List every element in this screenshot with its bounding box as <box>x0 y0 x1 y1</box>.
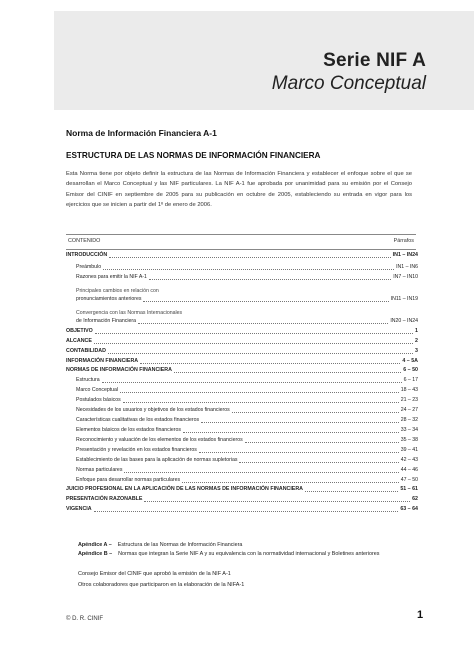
toc-row <box>66 348 418 355</box>
council-line-2: Otros colaboradores que participaron en la elaboración de la NIFA-1 <box>78 582 245 588</box>
toc-row-pages: 28 – 32 <box>400 417 418 423</box>
toc-row-pages: IN1 – IN6 <box>396 264 418 270</box>
toc-row-dots <box>201 422 399 423</box>
toc-row-dots <box>123 402 399 403</box>
toc-row-pages: IN11 – IN19 <box>390 296 418 302</box>
toc-row <box>76 427 418 434</box>
toc-row-dots <box>103 269 394 270</box>
toc-row-label: Postulados básicos <box>76 397 121 403</box>
toc-row-dots <box>144 501 410 502</box>
toc-row <box>66 367 418 374</box>
toc-row-extra: Principales cambios en relación con <box>76 288 159 294</box>
toc-row-label: VIGENCIA <box>66 506 92 512</box>
appendix-b-key: Apéndice B – <box>78 551 113 557</box>
toc-row-dots <box>239 462 398 463</box>
norma-title: Norma de Información Financiera A-1 <box>66 128 217 138</box>
toc-row <box>76 437 418 444</box>
toc-row-label: Marco Conceptual <box>76 387 119 393</box>
toc-parrafos-label: Párrafos <box>393 238 414 244</box>
toc-row <box>76 417 418 424</box>
appendix-a <box>78 542 242 548</box>
toc-row-pages: 51 – 61 <box>400 486 418 492</box>
toc-row-pages: 18 – 43 <box>400 387 418 393</box>
toc-row-dots <box>124 472 398 473</box>
toc-row-dots <box>199 452 399 453</box>
toc-row-label: Enfoque para desarrollar normas particulares <box>76 477 181 483</box>
toc-row-label: Establecimiento de las bases para la aplicación de normas supletorias <box>76 457 238 463</box>
toc-row <box>76 387 418 394</box>
toc-row <box>76 397 418 404</box>
footer-copyright: © D. R. CINIF <box>66 616 104 622</box>
toc-row-label: Presentación y revelación en los estados financieros <box>76 447 197 453</box>
toc-row-dots <box>182 482 399 483</box>
toc-row-label: JUICIO PROFESIONAL EN LA APLICACIÓN DE LAS NORMAS DE INFORMACIÓN FINANCIERA <box>66 486 303 492</box>
toc-row <box>76 288 418 303</box>
series-title: Serie NIF A <box>323 50 426 71</box>
toc-row-label: CONTABILIDAD <box>66 348 106 354</box>
toc-row-label: ALCANCE <box>66 338 92 344</box>
toc-row-pages: IN1 – IN24 <box>392 252 418 258</box>
toc-row-pages: 42 – 43 <box>400 457 418 463</box>
toc-row-dots <box>140 363 400 364</box>
toc-row-label: INTRODUCCIÓN <box>66 252 108 258</box>
toc-row-label: Preámbulo <box>76 264 102 270</box>
toc-row <box>76 274 418 281</box>
toc-row-dots <box>94 343 413 344</box>
toc-row-dots <box>174 372 401 373</box>
toc-row <box>76 407 418 414</box>
toc-row-label: Estructura <box>76 377 100 383</box>
toc-row-dots <box>94 511 399 512</box>
toc-row <box>76 477 418 484</box>
toc-row <box>76 457 418 464</box>
toc-row-label: Necesidades de los usuarios y objetivos de los estados financieros <box>76 407 230 413</box>
toc-row-pages: 33 – 34 <box>400 427 418 433</box>
toc-row-pages: 1 <box>415 328 418 334</box>
toc-row-dots <box>183 432 399 433</box>
toc-row-dots <box>102 382 402 383</box>
toc-row <box>66 358 418 365</box>
toc-row-label: NORMAS DE INFORMACIÓN FINANCIERA <box>66 367 172 373</box>
toc-row-label: Razones para emitir la NIF A-1 <box>76 274 147 280</box>
toc-row-pages: 3 <box>415 348 418 354</box>
toc-row-label: OBJETIVO <box>66 328 93 334</box>
toc-row-label: PRESENTACIÓN RAZONABLE <box>66 496 143 502</box>
series-subtitle: Marco Conceptual <box>271 73 426 94</box>
toc-row <box>66 338 418 345</box>
toc-row-dots <box>305 491 398 492</box>
toc-row-dots <box>232 412 399 413</box>
intro-paragraph: Esta Norma tiene por objeto definir la estructura de las Normas de Información Financiera y establecer el enfoque sobre el que se desarrollan el Marco Conceptual y las NIF particulares. La NIF A-1 fue aprobada por unanimidad para su emisión por el Consejo Emisor del CINIF en septiembre de 2005 para su publicación en octubre de 2005, estableciendo su entrada en vigor para los ejercicios que se inicien a partir del 1º de enero de 2006. <box>66 171 412 209</box>
toc-row-dots <box>149 279 391 280</box>
toc-row <box>66 496 418 503</box>
toc-row-label: Elementos básicos de los estados financieros <box>76 427 181 433</box>
toc-row <box>76 377 418 384</box>
toc-row-pages: 6 – 17 <box>403 377 418 383</box>
toc-row-label: de Información Financiera <box>76 318 136 324</box>
toc-row <box>66 328 418 335</box>
appendix-a-key: Apéndice A – <box>78 542 112 548</box>
toc-row <box>76 447 418 454</box>
toc-row-pages: 6 – 50 <box>403 367 418 373</box>
toc-contenido-label: CONTENIDO <box>68 238 101 244</box>
toc-row-label: Características cualitativas de los estados financieros <box>76 417 200 423</box>
toc-row-dots <box>95 333 413 334</box>
toc-row-label: pronunciamientos anteriores <box>76 296 142 302</box>
toc-row <box>76 310 418 325</box>
toc-row-dots <box>245 442 399 443</box>
appendix-b <box>78 551 379 557</box>
toc-row-dots <box>109 257 390 258</box>
toc-row <box>76 467 418 474</box>
toc-row-pages: IN7 – IN10 <box>393 274 418 280</box>
toc-row-pages: 39 – 41 <box>400 447 418 453</box>
toc-row-pages: 63 – 64 <box>400 506 418 512</box>
toc-row-pages: 21 – 23 <box>400 397 418 403</box>
toc-row-dots <box>143 301 388 302</box>
toc-row <box>66 486 418 493</box>
toc-row-extra: Convergencia con las Normas Internacionales <box>76 310 183 316</box>
toc-row-dots <box>108 353 413 354</box>
toc-row-dots <box>120 392 399 393</box>
toc-row-pages: 24 – 27 <box>400 407 418 413</box>
toc-row <box>76 264 418 271</box>
toc-row-pages: 2 <box>415 338 418 344</box>
council-line-1: Consejo Emisor del CINIF que aprobó la emisión de la NIF A-1 <box>78 571 231 577</box>
toc-row-pages: IN20 – IN24 <box>390 318 418 324</box>
appendix-a-text: Estructura de las Normas de Información Financiera <box>117 542 243 548</box>
toc-row-dots <box>138 323 388 324</box>
toc-row-pages: 4 – 5A <box>402 358 418 364</box>
page-number: 1 <box>417 609 424 621</box>
appendix-b-text: Normas que integran la Serie NIF A y su equivalencia con la normatividad internacional y Boletines anteriores <box>118 551 380 557</box>
toc-row-label: Reconocimiento y valuación de los elementos de los estados financieros <box>76 437 243 443</box>
toc-row-pages: 62 <box>412 496 418 502</box>
toc-row-pages: 35 – 38 <box>400 437 418 443</box>
toc-header <box>66 234 416 250</box>
toc-row <box>66 506 418 513</box>
estructura-title: ESTRUCTURA DE LAS NORMAS DE INFORMACIÓN FINANCIERA <box>66 151 321 160</box>
toc-row <box>66 252 418 259</box>
toc-row-label: INFORMACIÓN FINANCIERA <box>66 358 139 364</box>
toc-row-label: Normas particulares <box>76 467 123 473</box>
toc-row-pages: 47 – 50 <box>400 477 418 483</box>
toc-row-pages: 44 – 46 <box>400 467 418 473</box>
